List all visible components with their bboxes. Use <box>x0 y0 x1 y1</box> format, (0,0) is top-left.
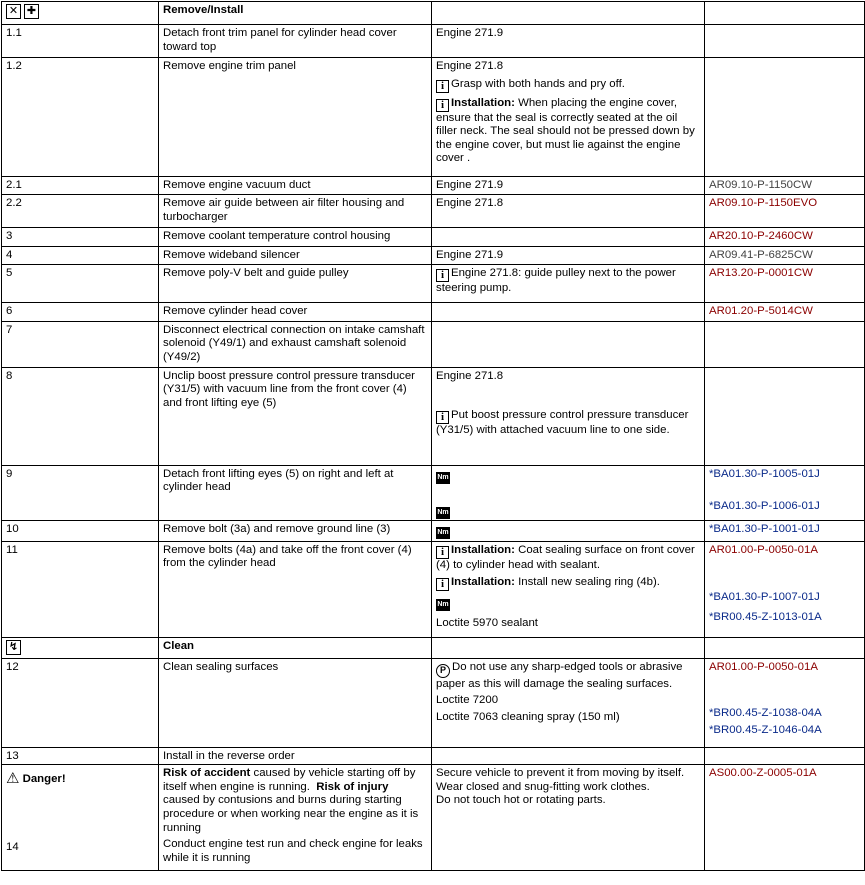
step-number: 2.2 <box>2 195 159 228</box>
step-number: 3 <box>2 228 159 247</box>
section-title: Clean <box>159 637 432 658</box>
table-row <box>2 177 865 195</box>
step-action: Remove air guide between air filter housing and turbocharger <box>159 195 432 228</box>
step-number: 11 <box>2 541 159 637</box>
installation-label: Installation: <box>451 543 515 556</box>
step-action: Remove bolts (4a) and take off the front cover (4) from the cylinder head <box>159 541 432 637</box>
step-action: Disconnect electrical connection on intake camshaft solenoid (Y49/1) and exhaust camshaft solenoid (Y49/2) <box>159 321 432 367</box>
table-row <box>2 541 865 637</box>
procedure-table <box>1 1 865 871</box>
safety-info: Secure vehicle to prevent it from moving by itself. <box>436 767 685 780</box>
step-action: Remove poly-V belt and guide pulley <box>159 264 432 302</box>
table-row <box>2 658 865 747</box>
danger-row <box>2 765 865 871</box>
step-number: 13 <box>2 747 159 765</box>
reference-link[interactable]: *BA01.30-P-1001-01J <box>705 520 865 541</box>
danger-label: Danger! <box>22 773 66 786</box>
step-number: 7 <box>2 321 159 367</box>
info-icon: i <box>436 99 449 112</box>
step-number: 10 <box>2 520 159 541</box>
table-row <box>2 520 865 541</box>
step-info: Loctite 7200 <box>436 694 499 707</box>
reference-link[interactable]: AR01.00-P-0050-01A <box>709 543 818 556</box>
table-row <box>2 747 865 765</box>
step-number: 4 <box>2 247 159 265</box>
install-icon: ✚ <box>24 4 39 19</box>
reference-link[interactable]: AS00.00-Z-0005-01A <box>705 765 865 871</box>
step-action: Remove engine vacuum duct <box>159 177 432 195</box>
reference-link[interactable]: *BR00.45-Z-1038-04A <box>709 707 822 720</box>
reference-link[interactable]: AR09.41-P-6825CW <box>705 247 865 265</box>
risk-label: Risk of injury <box>316 780 389 793</box>
reference-link[interactable]: AR09.10-P-1150EVO <box>705 195 865 228</box>
step-info: Engine 271.8 <box>432 195 705 228</box>
risk-text: caused by contusions and burns during starting procedure or when working near the engine as it is running <box>163 794 419 834</box>
torque-icon[interactable]: Nm <box>436 599 450 611</box>
reference-link[interactable]: AR01.00-P-0050-01A <box>709 660 818 673</box>
info-icon: i <box>436 578 449 591</box>
step-number: 9 <box>2 465 159 520</box>
reference-link[interactable]: AR20.10-P-2460CW <box>705 228 865 247</box>
step-number: 1.2 <box>2 58 159 177</box>
table-row <box>2 465 865 520</box>
table-row <box>2 58 865 177</box>
step-action: Detach front trim panel for cylinder head cover toward top <box>159 25 432 58</box>
reference-link[interactable]: *BR00.45-Z-1046-04A <box>709 723 822 736</box>
table-row <box>2 247 865 265</box>
section-title: Remove/Install <box>159 2 432 25</box>
torque-icon[interactable]: Nm <box>436 472 450 484</box>
table-row <box>2 321 865 367</box>
remove-icon: ✕ <box>6 4 21 19</box>
step-action: Remove wideband silencer <box>159 247 432 265</box>
table-row <box>2 228 865 247</box>
step-info: Engine 271.9 <box>432 25 705 58</box>
step-info: Install new sealing ring (4b). <box>514 576 660 589</box>
torque-icon[interactable]: Nm <box>436 507 450 519</box>
step-info: Loctite 5970 sealant <box>436 617 538 630</box>
step-info: Engine 271.9 <box>432 247 705 265</box>
safety-info: Do not touch hot or rotating parts. <box>436 794 606 807</box>
step-action: Install in the reverse order <box>159 747 432 765</box>
step-action: Clean sealing surfaces <box>159 658 432 747</box>
table-row <box>2 195 865 228</box>
step-number: 1.1 <box>2 25 159 58</box>
installation-label: Installation: <box>451 576 515 589</box>
section-header-remove-install <box>2 2 865 25</box>
step-action: Conduct engine test run and check engine for leaks while it is running <box>163 838 423 864</box>
step-number: 2.1 <box>2 177 159 195</box>
table-row <box>2 264 865 302</box>
torque-icon[interactable]: Nm <box>436 527 450 539</box>
step-info: When placing the engine cover, ensure that the seal is correctly seated at the oil filler neck. The seal should not be pressed down by the engine cover, but must lie against the engine cover . <box>436 96 695 165</box>
reference-link[interactable]: *BA01.30-P-1007-01J <box>709 591 820 604</box>
step-number: 5 <box>2 264 159 302</box>
step-info: Engine 271.9 <box>432 177 705 195</box>
reference-link[interactable]: AR01.20-P-5014CW <box>705 302 865 321</box>
reference-link[interactable]: AR09.10-P-1150CW <box>705 177 865 195</box>
reference-link[interactable]: *BA01.30-P-1005-01J <box>709 467 820 480</box>
table-row <box>2 25 865 58</box>
table-row <box>2 302 865 321</box>
step-action: Detach front lifting eyes (5) on right and left at cylinder head <box>159 465 432 520</box>
step-number: 6 <box>2 302 159 321</box>
step-action: Remove bolt (3a) and remove ground line (3) <box>159 520 432 541</box>
info-icon: i <box>436 80 449 93</box>
step-action: Unclip boost pressure control pressure transducer (Y31/5) with vacuum line from the front cover (4) and front lifting eye (5) <box>159 367 432 465</box>
reference-link[interactable]: *BR00.45-Z-1013-01A <box>709 610 822 623</box>
step-info: Engine 271.8 <box>436 369 504 382</box>
warning-icon: ⚠ <box>6 769 20 788</box>
info-icon: i <box>436 269 449 282</box>
step-number: 12 <box>2 658 159 747</box>
step-number: 8 <box>2 367 159 465</box>
reference-link[interactable]: AR13.20-P-0001CW <box>705 264 865 302</box>
info-icon: i <box>436 546 449 559</box>
safety-info: Wear closed and snug-fitting work clothes. <box>436 780 650 793</box>
risk-text: caused by vehicle starting off by itself when engine is running. <box>163 767 416 793</box>
step-info: Loctite 7063 cleaning spray (150 ml) <box>436 710 620 723</box>
step-action: Remove engine trim panel <box>159 58 432 177</box>
step-info: Coat sealing surface on front cover (4) to cylinder head with sealant. <box>436 543 695 571</box>
step-info: Put boost pressure control pressure transducer (Y31/5) with attached vacuum line to one side. <box>436 409 689 437</box>
reference-link[interactable]: *BA01.30-P-1006-01J <box>709 500 820 513</box>
section-header-clean <box>2 637 865 658</box>
clean-icon: ↯ <box>6 640 21 655</box>
table-row <box>2 367 865 465</box>
step-info: Engine 271.8 <box>436 60 504 72</box>
note-icon: P <box>436 664 450 678</box>
installation-label: Installation: <box>451 96 515 109</box>
step-info: Do not use any sharp-edged tools or abrasive paper as this will damage the sealing surfaces. <box>436 660 683 690</box>
step-info: Engine 271.8: guide pulley next to the power steering pump. <box>436 266 676 294</box>
step-number: 14 <box>6 841 19 854</box>
risk-label: Risk of accident <box>163 767 251 780</box>
step-action: Remove coolant temperature control housing <box>159 228 432 247</box>
info-icon: i <box>436 411 449 424</box>
step-action: Remove cylinder head cover <box>159 302 432 321</box>
step-info: Grasp with both hands and pry off. <box>451 77 625 90</box>
